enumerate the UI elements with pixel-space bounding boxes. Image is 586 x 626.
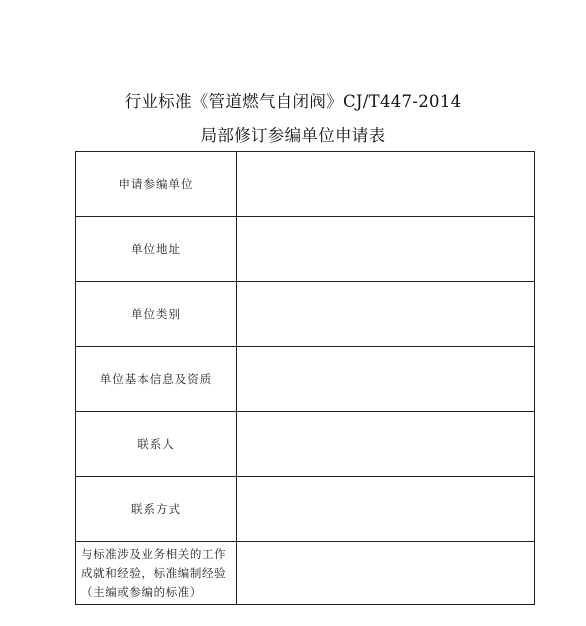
field-value-contact-method[interactable] bbox=[237, 477, 535, 542]
field-label-experience: 与标准涉及业务相关的工作成就和经验，标准编制经验（主编或参编的标准） bbox=[76, 542, 237, 605]
field-value-applicant-unit[interactable] bbox=[237, 152, 535, 217]
table-row bbox=[76, 412, 535, 477]
field-label-unit-address: 单位地址 bbox=[76, 217, 237, 282]
field-label-contact-method: 联系方式 bbox=[76, 477, 237, 542]
field-label-contact-person: 联系人 bbox=[76, 412, 237, 477]
document-subtitle: 局部修订参编单位申请表 bbox=[200, 126, 386, 145]
field-value-unit-info[interactable] bbox=[237, 347, 535, 412]
table-row bbox=[76, 347, 535, 412]
field-label-applicant-unit: 申请参编单位 bbox=[76, 152, 237, 217]
field-value-contact-person[interactable] bbox=[237, 412, 535, 477]
document-title: 行业标准《管道燃气自闭阀》CJ/T447-2014 bbox=[124, 92, 462, 111]
application-form-table bbox=[75, 151, 535, 605]
table-row bbox=[76, 217, 535, 282]
field-value-experience[interactable] bbox=[237, 542, 535, 605]
field-label-unit-info: 单位基本信息及资质 bbox=[76, 347, 237, 412]
field-value-unit-category[interactable] bbox=[237, 282, 535, 347]
table-row bbox=[76, 152, 535, 217]
table-row bbox=[76, 542, 535, 605]
field-value-unit-address[interactable] bbox=[237, 217, 535, 282]
field-label-unit-category: 单位类别 bbox=[76, 282, 237, 347]
table-row bbox=[76, 282, 535, 347]
table-row bbox=[76, 477, 535, 542]
